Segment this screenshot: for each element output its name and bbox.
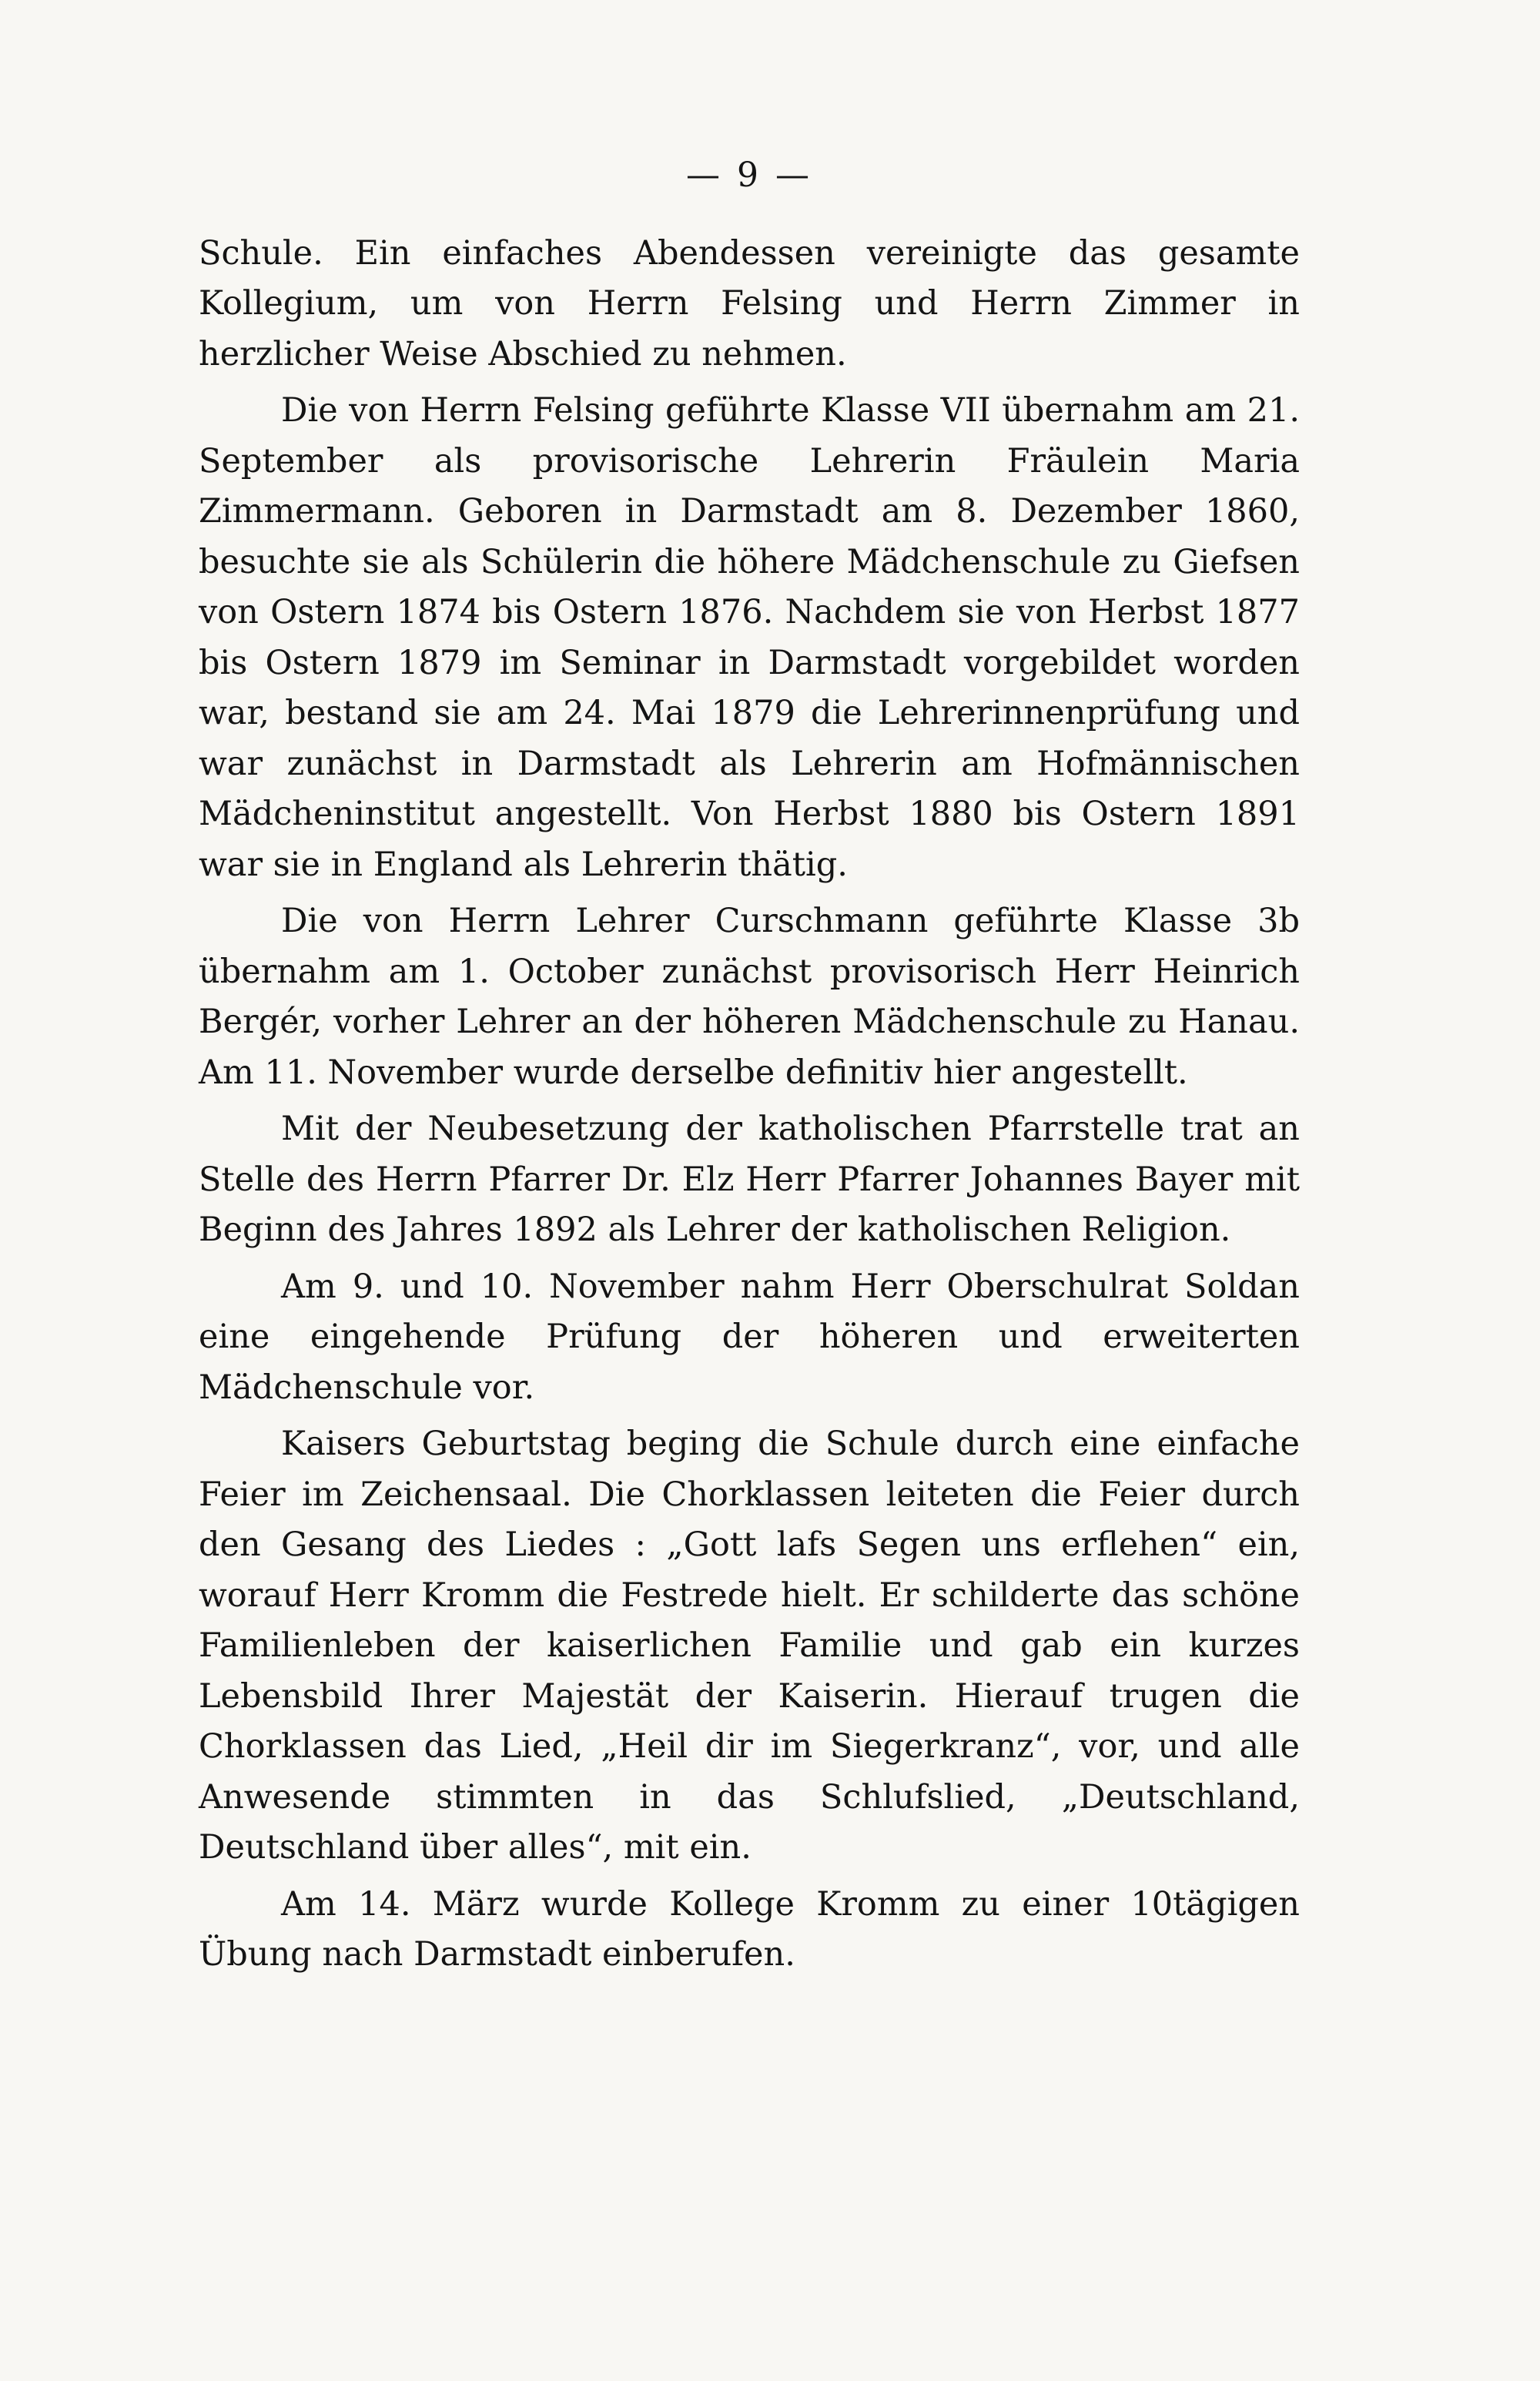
- paragraph-1: Schule. Ein einfaches Abendessen vereinigte das gesamte Kollegium, um von Herrn Felsing und Herrn Zimmer in herzlicher Weise Abschied zu nehmen.: [199, 233, 1300, 373]
- paragraph-4: Mit der Neubesetzung der katholischen Pfarrstelle trat an Stelle des Herrn Pfarrer Dr. Elz Herr Pfarrer Johannes Bayer mit Beginn des Jahres 1892 als Lehrer der katholischen Religion.: [199, 1110, 1300, 1249]
- paragraph-3: Die von Herrn Lehrer Curschmann geführte Klasse 3b übernahm am 1. October zunächst provisorisch Herr Heinrich Bergér, vorher Lehrer an der höheren Mädchenschule zu Hanau. Am 11. November wurde derselbe definitiv hier angestellt.: [199, 902, 1300, 1092]
- paragraph-7: Am 14. März wurde Kollege Kromm zu einer 10tägigen Übung nach Darmstadt einberufen.: [199, 1884, 1300, 1974]
- paragraph-2: Die von Herrn Felsing geführte Klasse VII übernahm am 21. September als provisorische Lehrerin Fräulein Maria Zimmermann. Geboren in Darmstadt am 8. Dezember 1860, besuchte sie als Schülerin die höhere Mädchenschule zu Giefsen von Ostern 1874 bis Ostern 1876. Nachdem sie von Herbst 1877 bis Ostern 1879 im Seminar in Darmstadt vorgebildet worden war, bestand sie am 24. Mai 1879 die Lehrerinnenprüfung und war zunächst in Darmstadt als Lehrerin am Hofmännischen Mädcheninstitut angestellt. Von Herbst 1880 bis Ostern 1891 war sie in England als Lehrerin thätig.: [199, 391, 1300, 884]
- paragraph-5: Am 9. und 10. November nahm Herr Oberschulrat Soldan eine eingehende Prüfung der höheren und erweiterten Mädchenschule vor.: [199, 1267, 1300, 1407]
- page-number: — 9 —: [686, 156, 812, 195]
- paragraph-6: Kaisers Geburtstag beging die Schule durch eine einfache Feier im Zeichensaal. Die Chorklassen leiteten die Feier durch den Gesang des Liedes : „Gott lafs Segen uns erflehen“ ein, worauf Herr Kromm die Festrede hielt. Er schilderte das schöne Familienleben der kaiserlichen Familie und gab ein kurzes Lebensbild Ihrer Majestät der Kaiserin. Hierauf trugen die Chorklassen das Lied, „Heil dir im Siegerkranz“, vor, und alle Anwesende stimmten in das Schlufslied, „Deutschland, Deutschland über alles“, mit ein.: [199, 1425, 1300, 1867]
- document-page: [199, 150, 1300, 1987]
